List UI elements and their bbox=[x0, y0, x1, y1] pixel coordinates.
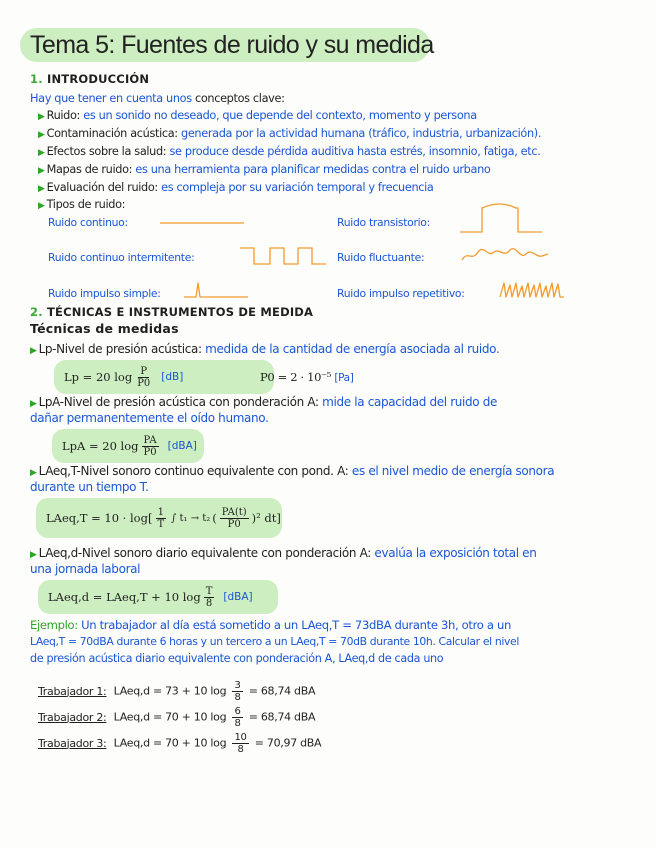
concept-term: Efectos sobre la salud: bbox=[46, 145, 167, 158]
worker-result: = 70,97 dBA bbox=[254, 736, 322, 750]
formula-laeqd bbox=[38, 580, 278, 614]
worker-result: = 68,74 dBA bbox=[248, 684, 316, 698]
denominator: P0 bbox=[137, 377, 151, 389]
tipos-label bbox=[38, 198, 125, 213]
denominator: P0 bbox=[227, 518, 241, 530]
def-term: LAeq,d-Nivel sonoro diario equivalente con ponderación A: bbox=[38, 546, 371, 560]
concept-term: Evaluación del ruido: bbox=[46, 181, 158, 194]
formula-tail: )² dt] bbox=[251, 511, 281, 525]
concept-desc: se produce desde pérdida auditiva hasta estrés, insomnio, fatiga, etc. bbox=[169, 145, 541, 158]
fraction bbox=[155, 507, 166, 530]
def-term: LpA-Nivel de presión acústica con ponderación A: bbox=[38, 395, 319, 409]
noise-impulso-simple-label: Ruido impulso simple: bbox=[48, 287, 161, 300]
numerator: T bbox=[205, 585, 213, 597]
concept-desc: generada por la actividad humana (tráfico, industria, urbanización). bbox=[181, 127, 542, 140]
noise-transitorio-label: Ruido transistorio: bbox=[337, 216, 430, 229]
noise-intermitente-label: Ruido continuo intermitente: bbox=[48, 251, 195, 264]
concept-term: Mapas de ruido: bbox=[46, 163, 133, 176]
numerator: 10 bbox=[234, 732, 247, 743]
formula-lhs: LpA = 20 log bbox=[62, 439, 139, 453]
def-desc: evalúa la exposición total en bbox=[374, 546, 537, 560]
def-desc: es el nivel medio de energía sonora bbox=[351, 464, 555, 478]
noise-impulso-repetitivo-label: Ruido impulso repetitivo: bbox=[337, 287, 465, 300]
numerator: 1 bbox=[157, 506, 164, 518]
laeq-definition bbox=[30, 464, 554, 480]
tipos-text: Tipos de ruido: bbox=[46, 198, 126, 211]
transient-wave-icon bbox=[460, 200, 550, 240]
worker-expr: LAeq,d = 70 + 10 log bbox=[113, 710, 227, 724]
concept-desc: es compleja por su variación temporal y frecuencia bbox=[161, 181, 434, 194]
worker-row bbox=[38, 680, 315, 703]
page-title: Tema 5: Fuentes de ruido y su medida bbox=[30, 31, 434, 59]
example-label: Ejemplo: bbox=[30, 618, 78, 632]
lpa-definition bbox=[30, 395, 497, 411]
single-impulse-wave-icon bbox=[184, 280, 254, 302]
intermittent-wave-icon bbox=[240, 244, 330, 270]
worker-row bbox=[38, 732, 321, 755]
repetitive-impulse-wave-icon bbox=[500, 280, 580, 302]
noise-fluctuante-label: Ruido fluctuante: bbox=[337, 251, 425, 264]
subsection-heading: Técnicas de medidas bbox=[30, 321, 179, 336]
fluctuating-wave-icon bbox=[462, 244, 552, 266]
fraction bbox=[232, 680, 242, 703]
concept-desc: es una herramienta para planificar medidas contra el ruido urbano bbox=[135, 163, 491, 176]
formula-p0 bbox=[260, 370, 353, 385]
concept-item bbox=[38, 145, 540, 160]
intro-text: Hay que tener en cuenta unos bbox=[30, 92, 192, 105]
worker-row bbox=[38, 706, 315, 729]
integral-bounds: ∫ t₁ → t₂ bbox=[171, 512, 211, 524]
p0-unit: [Pa] bbox=[334, 372, 354, 384]
triangle-bullet-icon: ▶ bbox=[38, 148, 45, 158]
triangle-bullet-icon: ▶ bbox=[38, 184, 45, 194]
section-number: 2. bbox=[30, 305, 43, 319]
section-number: 1. bbox=[30, 72, 43, 86]
denominator: P0 bbox=[143, 446, 157, 458]
worker-expr: LAeq,d = 70 + 10 log bbox=[113, 736, 227, 750]
def-term: Lp-Nivel de presión acústica: bbox=[38, 342, 202, 356]
example-line-2: LAeq,T = 70dBA durante 6 horas y un tercero a un LAeq,T = 70dB durante 10h. Calcular el nivel bbox=[30, 635, 519, 648]
formula-laeq: LAeq,T = 10 · log[ $\frac{1}{T}$ ∫ t₁ → t₂ ( $\frac{PA(t)}{P0}$ )² dt] bbox=[36, 498, 282, 538]
concept-term: Ruido: bbox=[46, 109, 81, 122]
formula-unit: [dBA] bbox=[223, 591, 253, 603]
formula-lhs: Lp = 20 log bbox=[64, 370, 133, 384]
fraction bbox=[232, 706, 242, 729]
example-line-1 bbox=[30, 618, 511, 632]
fraction bbox=[142, 435, 159, 458]
section-title: INTRODUCCIÓN bbox=[47, 72, 150, 86]
concept-desc: es un sonido no deseado, que depende del contexto, momento y persona bbox=[83, 109, 477, 122]
section-1-heading bbox=[30, 72, 149, 86]
formula-lp bbox=[54, 360, 274, 394]
numerator: P bbox=[140, 365, 148, 377]
numerator: PA(t) bbox=[221, 506, 247, 518]
worker-expr: LAeq,d = 73 + 10 log bbox=[113, 684, 227, 698]
section-title: TÉCNICAS E INSTRUMENTOS DE MEDIDA bbox=[47, 305, 314, 319]
example-line-3: de presión acústica diario equivalente con ponderación A, LAeq,d de cada uno bbox=[30, 652, 444, 665]
laeqd-definition bbox=[30, 546, 536, 562]
triangle-bullet-icon: ▶ bbox=[30, 468, 37, 478]
noise-continuo-label: Ruido continuo: bbox=[48, 216, 128, 229]
triangle-bullet-icon: ▶ bbox=[38, 166, 45, 176]
numerator: 6 bbox=[234, 706, 241, 717]
worker-label: Trabajador 3: bbox=[38, 736, 107, 750]
concept-item bbox=[38, 109, 477, 124]
triangle-bullet-icon: ▶ bbox=[38, 130, 45, 140]
denominator: T bbox=[157, 518, 165, 530]
fraction bbox=[220, 507, 249, 530]
intro-key: conceptos clave: bbox=[194, 92, 285, 105]
def-term: LAeq,T-Nivel sonoro continuo equivalente con pond. A: bbox=[38, 464, 349, 478]
laeqd-definition-cont: una jornada laboral bbox=[30, 562, 141, 576]
numerator: 3 bbox=[234, 680, 241, 691]
lp-definition bbox=[30, 342, 499, 358]
fraction bbox=[232, 732, 248, 755]
concept-item bbox=[38, 181, 434, 196]
example-text: Un trabajador al día está sometido a un LAeq,T = 73dBA durante 3h, otro a un bbox=[81, 618, 511, 632]
triangle-bullet-icon: ▶ bbox=[38, 112, 45, 122]
formula-lhs: LAeq,d = LAeq,T + 10 log bbox=[48, 590, 201, 604]
triangle-bullet-icon: ▶ bbox=[38, 201, 45, 211]
triangle-bullet-icon: ▶ bbox=[30, 399, 37, 409]
concept-item bbox=[38, 127, 541, 142]
continuous-wave-icon bbox=[160, 215, 250, 229]
denominator: 8 bbox=[234, 718, 241, 729]
def-desc: medida de la cantidad de energía asociada al ruido. bbox=[205, 342, 500, 356]
concept-term: Contaminación acústica: bbox=[46, 127, 178, 140]
concept-item bbox=[38, 163, 490, 178]
laeq-definition-cont: durante un tiempo T. bbox=[30, 480, 149, 494]
def-desc: mide la capacidad del ruido de bbox=[322, 395, 498, 409]
denominator: 8 bbox=[205, 597, 213, 609]
fraction bbox=[135, 366, 152, 389]
formula-lpa bbox=[52, 429, 204, 463]
denominator: 8 bbox=[234, 692, 241, 703]
denominator: 8 bbox=[237, 744, 244, 755]
numerator: PA bbox=[143, 434, 157, 446]
triangle-bullet-icon: ▶ bbox=[30, 346, 37, 356]
triangle-bullet-icon: ▶ bbox=[30, 550, 37, 560]
lpa-definition-cont: dañar permanentemente el oído humano. bbox=[30, 411, 269, 425]
worker-label: Trabajador 1: bbox=[38, 684, 107, 698]
worker-label: Trabajador 2: bbox=[38, 710, 107, 724]
fraction bbox=[204, 586, 215, 609]
formula-unit: [dBA] bbox=[167, 440, 197, 452]
formula-lhs: LAeq,T = 10 · log[ bbox=[46, 511, 153, 525]
intro-line bbox=[30, 92, 285, 106]
p0-value: P0 = 2 · 10⁻⁵ bbox=[260, 370, 332, 384]
section-2-heading bbox=[30, 305, 313, 319]
worker-result: = 68,74 dBA bbox=[248, 710, 316, 724]
formula-unit: [dB] bbox=[161, 371, 184, 383]
